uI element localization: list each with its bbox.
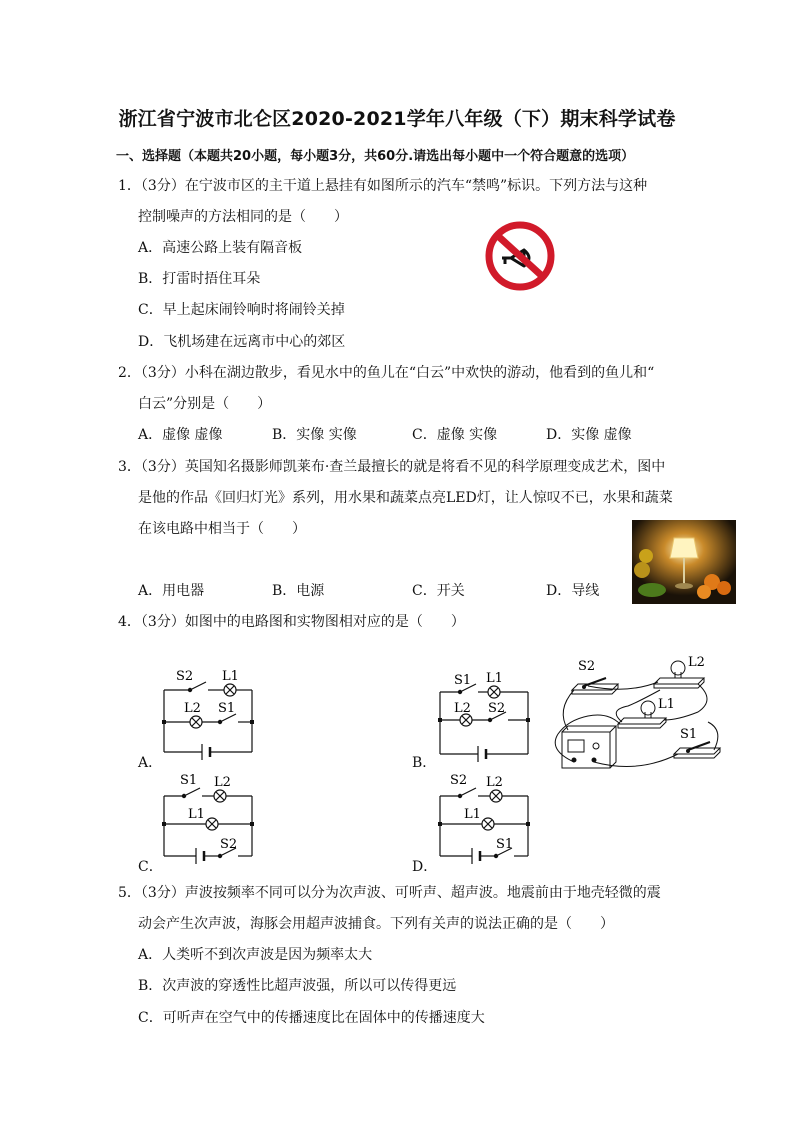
fruit-lamp-photo xyxy=(632,520,736,604)
circuit-diagram-d xyxy=(426,770,542,876)
label-s2: S2 xyxy=(450,773,468,788)
label-s2: S2 xyxy=(176,669,194,684)
q5-stem-line2: 动会产生次声波，海豚会用超声波捕食。下列有关声的说法正确的是（ ） xyxy=(138,916,614,932)
circuit-diagram-b xyxy=(426,662,542,772)
circuit-diagram-c xyxy=(150,770,266,876)
q3-stem-line2: 是他的作品《回归灯光》系列，用水果和蔬菜点亮LED灯，让人惊叹不已，水果和蔬菜 xyxy=(138,490,673,506)
q1-option-d: D．飞机场建在远离市中心的郊区 xyxy=(138,334,346,350)
q1-stem-line2: 控制噪声的方法相同的是（ ） xyxy=(138,209,348,225)
q4-label-d: D． xyxy=(412,859,438,875)
q3-stem-line3: 在该电路中相当于（ ） xyxy=(138,521,306,537)
q4-label-a: A． xyxy=(138,755,163,771)
label-s1: S1 xyxy=(680,727,698,742)
q1-option-a: A．高速公路上装有隔音板 xyxy=(138,240,303,256)
no-horn-sign-icon xyxy=(484,220,556,292)
label-s1: S1 xyxy=(180,773,198,788)
q3-option-b: B．电源 xyxy=(272,583,325,599)
q5-stem-line1: 5．（3分）声波按频率不同可以分为次声波、可听声、超声波。地震前由于地壳轻微的震 xyxy=(118,885,661,901)
q5-option-c: C．可听声在空气中的传播速度比在固体中的传播速度大 xyxy=(138,1010,485,1026)
label-l1: L1 xyxy=(464,807,481,822)
q3-option-a: A．用电器 xyxy=(138,583,205,599)
q4-label-b: B． xyxy=(412,755,437,771)
physical-circuit-drawing xyxy=(548,650,724,774)
q1-option-b: B．打雷时捂住耳朵 xyxy=(138,271,261,287)
q1-option-c: C．早上起床闹铃响时将闹铃关掉 xyxy=(138,302,345,318)
label-l1: L1 xyxy=(486,671,503,686)
q3-stem-line1: 3．（3分）英国知名摄影师凯莱布·查兰最擅长的就是将看不见的科学原理变成艺术，图中 xyxy=(118,459,666,475)
label-l2: L2 xyxy=(454,701,471,716)
q4-label-c: C． xyxy=(138,859,163,875)
section-heading: 一、选择题（本题共20小题，每小题3分，共60分.请选出每小题中一个符合题意的选项） xyxy=(116,149,635,164)
q2-option-a: A．虚像 虚像 xyxy=(138,427,223,443)
label-s2: S2 xyxy=(220,837,238,852)
label-s1: S1 xyxy=(454,673,472,688)
q5-option-a: A．人类听不到次声波是因为频率太大 xyxy=(138,947,373,963)
q2-option-c: C．虚像 实像 xyxy=(412,427,498,443)
q2-stem-line1: 2．（3分）小科在湖边散步，看见水中的鱼儿在“白云”中欢快的游动，他看到的鱼儿和“ xyxy=(118,365,655,381)
label-l1: L1 xyxy=(658,697,675,712)
q4-stem-line1: 4．（3分）如图中的电路图和实物图相对应的是（ ） xyxy=(118,614,465,630)
label-s1: S1 xyxy=(496,837,514,852)
q2-stem-line2: 白云”分别是（ ） xyxy=(138,396,272,412)
label-l2: L2 xyxy=(486,775,503,790)
q2-option-b: B．实像 实像 xyxy=(272,427,357,443)
label-l1: L1 xyxy=(222,669,239,684)
label-s2: S2 xyxy=(578,659,596,674)
label-l2: L2 xyxy=(688,655,705,670)
q5-option-b: B．次声波的穿透性比超声波强，所以可以传得更远 xyxy=(138,978,457,994)
label-l2: L2 xyxy=(214,775,231,790)
label-l2: L2 xyxy=(184,701,201,716)
q3-option-d: D．导线 xyxy=(546,583,600,599)
label-l1: L1 xyxy=(188,807,205,822)
label-s2: S2 xyxy=(488,701,506,716)
q2-option-d: D．实像 虚像 xyxy=(546,427,632,443)
label-s1: S1 xyxy=(218,701,236,716)
circuit-diagram-a xyxy=(150,660,266,770)
page-title: 浙江省宁波市北仑区2020-2021学年八年级（下）期末科学试卷 xyxy=(118,108,676,130)
q1-stem-line1: 1．（3分）在宁波市区的主干道上悬挂有如图所示的汽车“禁鸣”标识。下列方法与这种 xyxy=(118,178,648,194)
q3-option-c: C．开关 xyxy=(412,583,465,599)
